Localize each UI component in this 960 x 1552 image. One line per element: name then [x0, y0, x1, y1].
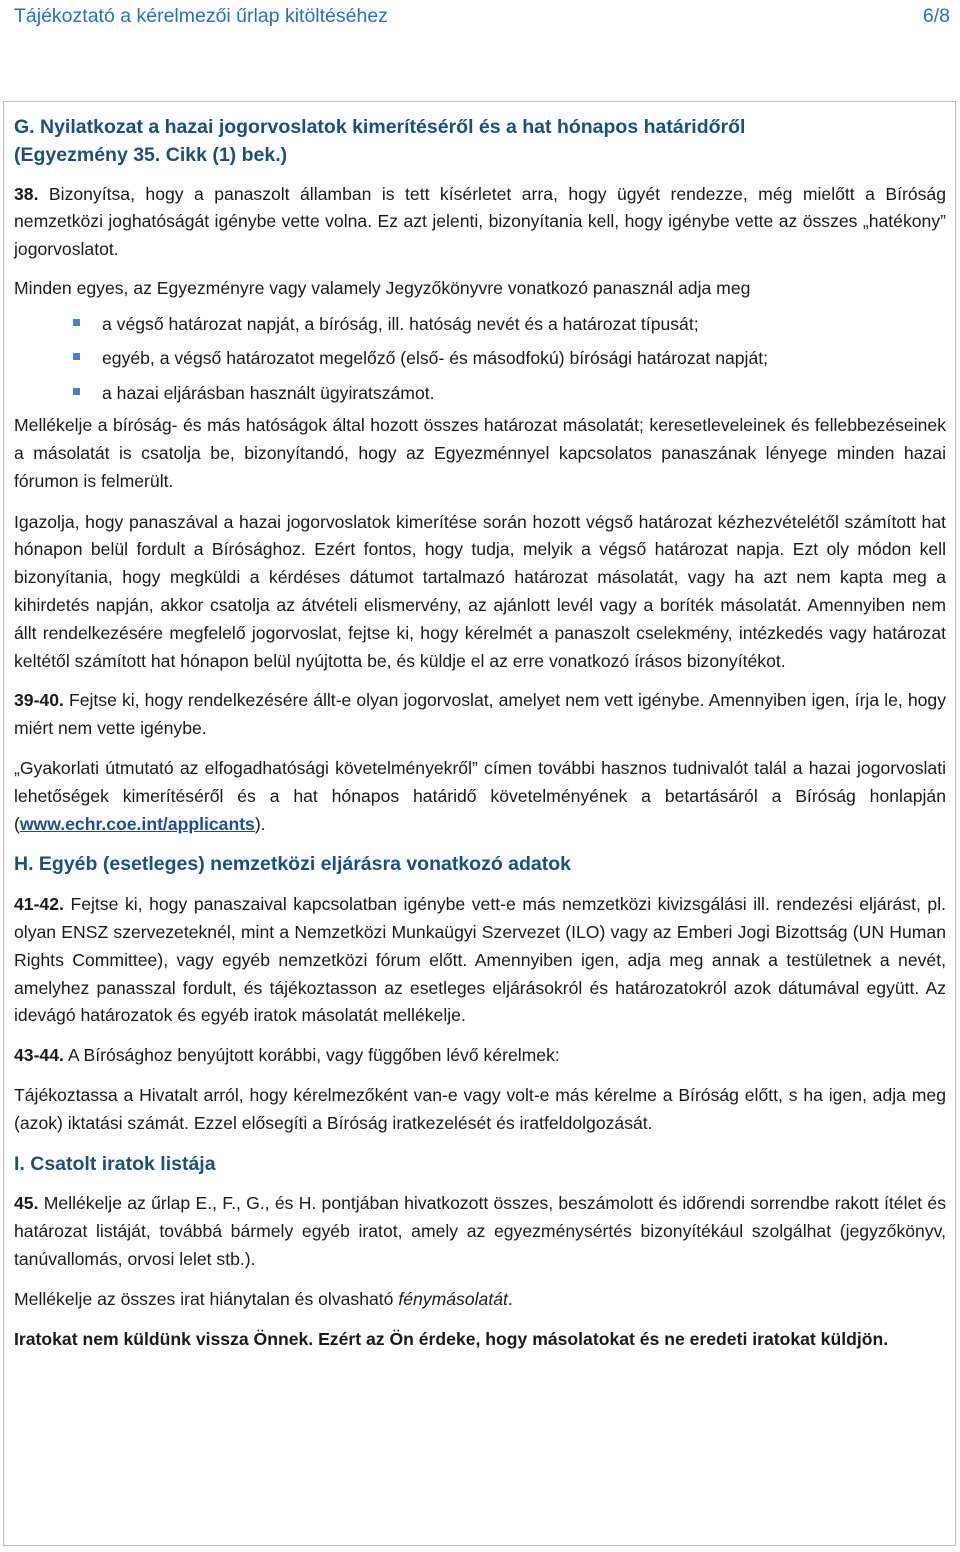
square-bullet-icon	[73, 388, 80, 395]
item-39-40	[14, 687, 946, 743]
item-41-42-text: Fejtse ki, hogy panaszaival kapcsolatban igénybe vett-e más nemzetközi kivizsgálási ill. rendezési eljárást, pl. olyan ENSZ szervezeteknél, mint a Nemzetközi Munkaügyi Szervezet (ILO) vagy az Emberi Jogi Bizottság (UN Human Rights Committee), vagy egyéb nemzetközi fórum előtt. Amennyiben igen, adja meg annak a testületnek a nevét, amelyhez panasszal fordult, és tájékoztasson az esetleges eljárásokról és határozatokról azok dátumával együtt. Az idevágó határozatok és egyéb iratok másolatát mellékelje.	[14, 894, 946, 1026]
section-h-title: H. Egyéb (esetleges) nemzetközi eljárásra vonatkozó adatok	[14, 853, 572, 876]
section-i-title: I. Csatolt iratok listája	[14, 1152, 216, 1175]
item-38-text: Bizonyítsa, hogy a panaszolt államban is tett kísérletet arra, hogy ügyét rendezze, még mielőtt a Bíróság nemzetközi joghatóságát igénybe vette volna.	[14, 183, 946, 232]
document-body	[14, 114, 946, 1353]
echr-applicants-link[interactable]: www.echr.coe.int/applicants	[19, 813, 255, 834]
item-39-40-text: Fejtse ki, hogy rendelkezésére állt-e olyan jogorvoslat, amelyet nem vett igénybe. Amennyiben igen, írja le, hogy miért nem vette igénybe.	[14, 690, 946, 739]
photocopy-paragraph: Mellékelje az összes irat hiánytalan és olvasható fénymásolatát.	[14, 1288, 513, 1309]
page-number: 6/8	[922, 5, 950, 27]
details-list	[14, 311, 946, 415]
list-item: egyéb, a végső határozatot megelőző (első- és másodfokú) bírósági határozat napját;	[14, 345, 946, 380]
section-g-title-line2: (Egyezmény 35. Cikk (1) bek.)	[14, 143, 288, 166]
photocopy-emphasis: fénymásolatát	[398, 1288, 508, 1309]
attach-decisions-paragraph: Mellékelje a bíróság- és más hatóságok által hozott összes határozat másolatát; keresetleveleinek és fellebbezéseinek a másolatát is csatolja be, bizonyítandó, hogy az Egyezménnyel kapcsolatos panaszának lényege minden hazai fórumon is felmerült.	[14, 415, 946, 491]
item-38-text2: Ez azt jelenti, bizonyítania kell, hogy igénybe vette az összes „hatékony” jogorvoslatot.	[14, 211, 946, 260]
item-45-text: Mellékelje az űrlap E., F., G., és H. pontjában hivatkozott összes, beszámolott és időrendi sorrendbe rakott ítélet és határozat listáját, továbbá bármely egyéb iratot, amely az egyezménysértés bizonyítékául szolgálhat (jegyzőkönyv, tanúvallomás, orvosi lelet stb.).	[14, 1193, 947, 1269]
list-item: a végső határozat napját, a bíróság, ill. hatóság nevét és a határozat típusát;	[14, 311, 946, 346]
details-intro: Minden egyes, az Egyezményre vagy valamely Jegyzőkönyvre vonatkozó panasznál adja meg	[14, 277, 751, 298]
list-item: a hazai eljárásban használt ügyiratszámot.	[14, 380, 946, 415]
item-43-44	[14, 1042, 946, 1070]
six-month-paragraph: Igazolja, hogy panaszával a hazai jogorvoslatok kimerítése során hozott végső határozat kézhezvételétől számított hat hónapon belül fordult a Bírósághoz. Ezért fontos, hogy tudja, melyik a végső határozat napja. Ezt oly módon kell bizonyítania, hogy megküldi a kérdéses dátumot tartalmazó határozat másolatát, vagy ha azt nem kapta meg a kihirdetés napján, akkor csatolja az átvételi elismervény, az ajánlott levél vagy a boríték másolatát. Amennyiben nem állt rendelkezésére megfelelő jogorvoslat, fejtse ki, hogy kérelmét a panaszolt cselekmény, intézkedés vagy határozat keltétől számított hat hónapon belül nyújtotta be, és küldje el az erre vonatkozó írásos bizonyítékot.	[14, 511, 946, 671]
square-bullet-icon	[73, 319, 80, 326]
practical-guide-paragraph: „Gyakorlati útmutató az elfogadhatósági követelményekről” címen további hasznos tudnivalót talál a hazai jogorvoslati lehetőségek kimerítéséről és a hat hónapos határidő követelményének a betartásáról a Bíróság honlapján (www.echr.coe.int/applicants).	[14, 758, 946, 834]
section-g-title	[14, 114, 946, 170]
closing-notice: Iratokat nem küldünk vissza Önnek. Ezért az Ön érdeke, hogy másolatokat és ne eredeti iratokat küldjön.	[14, 1328, 889, 1349]
item-45	[14, 1190, 946, 1273]
item-41-42-number: 41-42.	[14, 894, 64, 915]
page-header	[0, 0, 960, 44]
item-39-40-number: 39-40.	[14, 690, 64, 711]
item-43-44-text: A Bírósághoz benyújtott korábbi, vagy függőben lévő kérelmek:	[67, 1045, 560, 1066]
item-38-number: 38.	[14, 183, 39, 204]
item-41-42	[14, 891, 946, 1030]
section-g-title-line1: G. Nyilatkozat a hazai jogorvoslatok kimerítéséről és a hat hónapos határidőről	[14, 116, 746, 138]
item-43-44-number: 43-44.	[14, 1045, 64, 1066]
item-45-number: 45.	[14, 1193, 39, 1214]
square-bullet-icon	[73, 353, 80, 360]
document-title: Tájékoztató a kérelmezői űrlap kitöltéséhez	[14, 5, 388, 27]
item-38	[14, 181, 946, 264]
previous-applications-paragraph: Tájékoztassa a Hivatalt arról, hogy kérelmezőként van-e vagy volt-e más kérelme a Bíróság előtt, s ha igen, adja meg (azok) iktatási számát. Ezzel elősegíti a Bíróság iratkezelését és iratfeldolgozását.	[14, 1085, 946, 1133]
